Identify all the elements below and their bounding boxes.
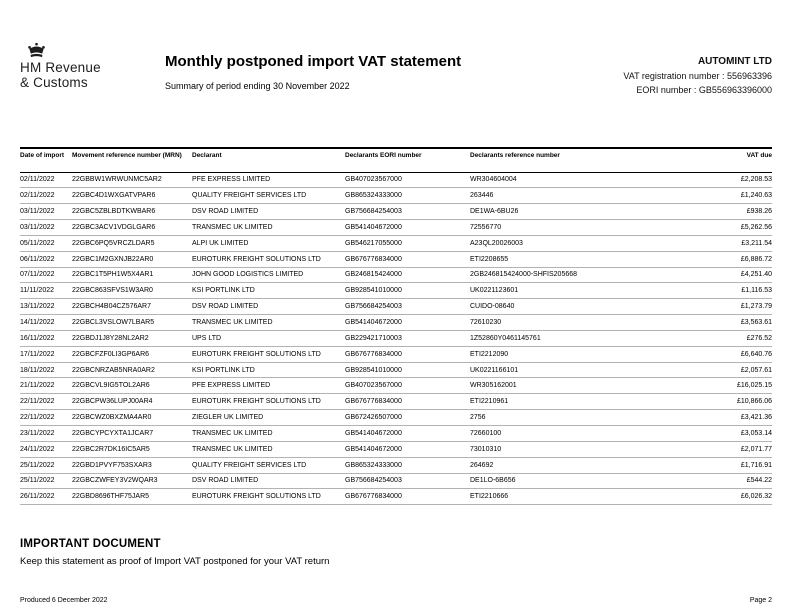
cell-declarant-eori: GB229421710003	[345, 330, 470, 346]
produced-date: Produced 6 December 2022	[20, 597, 108, 604]
cell-declarant: QUALITY FREIGHT SERVICES LTD	[192, 188, 345, 204]
cell-declarant-eori: GB676776834000	[345, 346, 470, 362]
table-row	[20, 346, 772, 362]
table-row	[20, 172, 772, 188]
logo-line1: HM Revenue	[20, 60, 101, 75]
important-document-text: Keep this statement as proof of Import VAT postponed for your VAT return	[20, 556, 330, 567]
table-row	[20, 473, 772, 489]
col-header-declarant: Declarant	[192, 148, 345, 172]
important-document-heading: IMPORTANT DOCUMENT	[20, 538, 161, 550]
cell-declarant-reference: 263446	[470, 188, 692, 204]
cell-mrn: 22GBD8696THF75JAR5	[72, 489, 192, 505]
cell-mrn: 22GBCNRZAB5NRA0AR2	[72, 362, 192, 378]
cell-declarant-eori: GB865324333000	[345, 188, 470, 204]
table-row	[20, 378, 772, 394]
cell-vat-due: £2,071.77	[692, 441, 772, 457]
col-header-date-of-import: Date of import	[20, 148, 72, 172]
cell-date-of-import: 24/11/2022	[20, 441, 72, 457]
table-row	[20, 457, 772, 473]
cell-vat-due: £3,421.36	[692, 410, 772, 426]
cell-declarant-eori: GB928541010000	[345, 283, 470, 299]
table-row	[20, 299, 772, 315]
cell-declarant-eori: GB541404672000	[345, 441, 470, 457]
cell-vat-due: £544.22	[692, 473, 772, 489]
cell-date-of-import: 14/11/2022	[20, 315, 72, 331]
cell-date-of-import: 22/11/2022	[20, 394, 72, 410]
cell-declarant-eori: GB541404672000	[345, 315, 470, 331]
cell-declarant: DSV ROAD LIMITED	[192, 473, 345, 489]
cell-vat-due: £2,057.61	[692, 362, 772, 378]
table-row	[20, 330, 772, 346]
table-row	[20, 220, 772, 236]
cell-date-of-import: 26/11/2022	[20, 489, 72, 505]
cell-declarant-eori: GB541404672000	[345, 220, 470, 236]
cell-declarant-eori: GB756684254003	[345, 299, 470, 315]
cell-declarant-reference: 1Z52860Y0461145761	[470, 330, 692, 346]
cell-vat-due: £2,208.53	[692, 172, 772, 188]
col-header-mrn: Movement reference number (MRN)	[72, 148, 192, 172]
cell-declarant-eori: GB865324333000	[345, 457, 470, 473]
cell-date-of-import: 25/11/2022	[20, 457, 72, 473]
table-row	[20, 394, 772, 410]
cell-declarant-eori: GB407023567000	[345, 172, 470, 188]
table-row	[20, 188, 772, 204]
cell-declarant-reference: WR305162001	[470, 378, 692, 394]
hmrc-logo	[20, 42, 101, 90]
cell-declarant: TRANSMEC UK LIMITED	[192, 315, 345, 331]
cell-mrn: 22GBCL3VSLOW7LBAR5	[72, 315, 192, 331]
cell-mrn: 22GBCZWFEY3V2WQAR3	[72, 473, 192, 489]
table-row	[20, 315, 772, 331]
table-row	[20, 204, 772, 220]
cell-mrn: 22GBCYPCYXTA1JCAR7	[72, 426, 192, 442]
cell-vat-due: £3,053.14	[692, 426, 772, 442]
cell-declarant: JOHN GOOD LOGISTICS LIMITED	[192, 267, 345, 283]
page-number: Page 2	[749, 597, 772, 604]
cell-declarant-reference: WR304604004	[470, 172, 692, 188]
cell-mrn: 22GBCH4B04CZ576AR7	[72, 299, 192, 315]
cell-date-of-import: 05/11/2022	[20, 235, 72, 251]
cell-vat-due: £938.26	[692, 204, 772, 220]
cell-declarant-eori: GB676776834000	[345, 394, 470, 410]
cell-date-of-import: 02/11/2022	[20, 172, 72, 188]
col-header-declarant-eori: Declarants EORI number	[345, 148, 470, 172]
cell-date-of-import: 11/11/2022	[20, 283, 72, 299]
cell-declarant: KSI PORTLINK LTD	[192, 283, 345, 299]
cell-mrn: 22GBC3ACV1VDGLGAR6	[72, 220, 192, 236]
cell-declarant-reference: 72660100	[470, 426, 692, 442]
cell-declarant-reference: DE1LO-6B656	[470, 473, 692, 489]
cell-mrn: 22GBC4D1WXGATVPAR6	[72, 188, 192, 204]
table-row	[20, 489, 772, 505]
cell-mrn: 22GBCWZ0BXZMA4AR0	[72, 410, 192, 426]
cell-date-of-import: 17/11/2022	[20, 346, 72, 362]
cell-declarant-reference: UK0221166101	[470, 362, 692, 378]
cell-declarant-reference: 264692	[470, 457, 692, 473]
cell-mrn: 22GBD1PVYF753SXAR3	[72, 457, 192, 473]
cell-declarant-reference: ETI2208655	[470, 251, 692, 267]
statement-table	[20, 147, 772, 505]
cell-declarant: UPS LTD	[192, 330, 345, 346]
table-row	[20, 235, 772, 251]
cell-declarant-eori: GB928541010000	[345, 362, 470, 378]
period-subtitle: Summary of period ending 30 November 2022	[165, 81, 350, 91]
cell-declarant: EUROTURK FREIGHT SOLUTIONS LTD	[192, 251, 345, 267]
cell-declarant-reference: ETI2210961	[470, 394, 692, 410]
cell-declarant: ZIEGLER UK LIMITED	[192, 410, 345, 426]
cell-vat-due: £1,273.79	[692, 299, 772, 315]
cell-mrn: 22GBBW1WRWUNMC5AR2	[72, 172, 192, 188]
cell-declarant: EUROTURK FREIGHT SOLUTIONS LTD	[192, 346, 345, 362]
col-header-declarant-reference: Declarants reference number	[470, 148, 692, 172]
cell-date-of-import: 06/11/2022	[20, 251, 72, 267]
cell-declarant-reference: ETI2212090	[470, 346, 692, 362]
cell-declarant-eori: GB672426507000	[345, 410, 470, 426]
cell-vat-due: £1,240.63	[692, 188, 772, 204]
cell-declarant-eori: GB546217055000	[345, 235, 470, 251]
cell-vat-due: £16,025.15	[692, 378, 772, 394]
cell-date-of-import: 07/11/2022	[20, 267, 72, 283]
crown-icon	[27, 42, 101, 60]
cell-mrn: 22GBCVL9IG5TOL2AR6	[72, 378, 192, 394]
col-header-vat-due: VAT due	[692, 148, 772, 172]
cell-declarant-eori: GB541404672000	[345, 426, 470, 442]
cell-mrn: 22GBCFZF0LI3GP6AR6	[72, 346, 192, 362]
table-row	[20, 362, 772, 378]
cell-declarant-reference: 2GB246815424000-SHFIS205668	[470, 267, 692, 283]
cell-declarant-reference: ETI2210666	[470, 489, 692, 505]
cell-vat-due: £3,211.54	[692, 235, 772, 251]
cell-declarant-eori: GB676776834000	[345, 251, 470, 267]
cell-declarant: EUROTURK FREIGHT SOLUTIONS LTD	[192, 489, 345, 505]
important-block	[20, 538, 329, 567]
cell-date-of-import: 16/11/2022	[20, 330, 72, 346]
cell-declarant: EUROTURK FREIGHT SOLUTIONS LTD	[192, 394, 345, 410]
cell-declarant: TRANSMEC UK LIMITED	[192, 426, 345, 442]
cell-declarant-reference: 2756	[470, 410, 692, 426]
cell-mrn: 22GBC5ZBLBDTKWBAR6	[72, 204, 192, 220]
table-row	[20, 283, 772, 299]
cell-declarant-reference: CUIDO-08640	[470, 299, 692, 315]
cell-vat-due: £6,640.76	[692, 346, 772, 362]
cell-vat-due: £6,886.72	[692, 251, 772, 267]
cell-declarant-reference: UK0221123601	[470, 283, 692, 299]
cell-declarant-eori: GB246815424000	[345, 267, 470, 283]
cell-vat-due: £1,716.91	[692, 457, 772, 473]
cell-date-of-import: 18/11/2022	[20, 362, 72, 378]
cell-declarant-reference: 72556770	[470, 220, 692, 236]
logo-line2: & Customs	[20, 75, 88, 90]
table-header	[20, 148, 772, 172]
cell-mrn: 22GBC6PQ5VRCZLDAR5	[72, 235, 192, 251]
cell-vat-due: £276.52	[692, 330, 772, 346]
cell-mrn: 22GBDJ1J8Y28NL2AR2	[72, 330, 192, 346]
cell-mrn: 22GBCPW36LUPJ00AR4	[72, 394, 192, 410]
cell-vat-due: £5,262.56	[692, 220, 772, 236]
cell-date-of-import: 22/11/2022	[20, 410, 72, 426]
vat-registration-number: VAT registration number : 556963396	[623, 71, 772, 81]
cell-date-of-import: 13/11/2022	[20, 299, 72, 315]
cell-declarant-reference: 73010310	[470, 441, 692, 457]
cell-vat-due: £1,116.53	[692, 283, 772, 299]
cell-declarant-eori: GB756684254003	[345, 473, 470, 489]
cell-declarant: DSV ROAD LIMITED	[192, 299, 345, 315]
title-block	[165, 53, 461, 91]
cell-declarant: KSI PORTLINK LTD	[192, 362, 345, 378]
cell-vat-due: £4,251.40	[692, 267, 772, 283]
cell-declarant: TRANSMEC UK LIMITED	[192, 220, 345, 236]
cell-declarant: ALPI UK LIMITED	[192, 235, 345, 251]
cell-mrn: 22GBC1M2GXNJB22AR0	[72, 251, 192, 267]
cell-declarant-eori: GB407023567000	[345, 378, 470, 394]
page-footer	[20, 597, 772, 604]
cell-declarant-reference: 72610230	[470, 315, 692, 331]
table-header-row	[20, 148, 772, 172]
cell-vat-due: £10,866.06	[692, 394, 772, 410]
page-title: Monthly postponed import VAT statement	[165, 53, 462, 70]
cell-vat-due: £6,026.32	[692, 489, 772, 505]
cell-vat-due: £3,563.61	[692, 315, 772, 331]
cell-declarant-reference: DE1WA-6BU26	[470, 204, 692, 220]
cell-declarant-eori: GB676776834000	[345, 489, 470, 505]
eori-number: EORI number : GB556963396000	[636, 85, 772, 95]
cell-declarant-eori: GB756684254003	[345, 204, 470, 220]
cell-date-of-import: 03/11/2022	[20, 204, 72, 220]
table-row	[20, 426, 772, 442]
cell-mrn: 22GBC2R7DK16IC5AR5	[72, 441, 192, 457]
cell-date-of-import: 02/11/2022	[20, 188, 72, 204]
statement-table-body	[20, 172, 772, 505]
cell-declarant-reference: A23QL20026003	[470, 235, 692, 251]
table-row	[20, 267, 772, 283]
table-row	[20, 441, 772, 457]
cell-date-of-import: 03/11/2022	[20, 220, 72, 236]
cell-declarant: TRANSMEC UK LIMITED	[192, 441, 345, 457]
cell-mrn: 22GBC863SFVS1W3AR0	[72, 283, 192, 299]
cell-date-of-import: 25/11/2022	[20, 473, 72, 489]
cell-mrn: 22GBC1T5PH1W5X4AR1	[72, 267, 192, 283]
table-row	[20, 410, 772, 426]
cell-date-of-import: 23/11/2022	[20, 426, 72, 442]
cell-declarant: PFE EXPRESS LIMITED	[192, 378, 345, 394]
company-name: AUTOMINT LTD	[697, 56, 772, 67]
table-row	[20, 251, 772, 267]
cell-date-of-import: 21/11/2022	[20, 378, 72, 394]
cell-declarant: DSV ROAD LIMITED	[192, 204, 345, 220]
cell-declarant: PFE EXPRESS LIMITED	[192, 172, 345, 188]
company-block	[623, 55, 772, 97]
cell-declarant: QUALITY FREIGHT SERVICES LTD	[192, 457, 345, 473]
